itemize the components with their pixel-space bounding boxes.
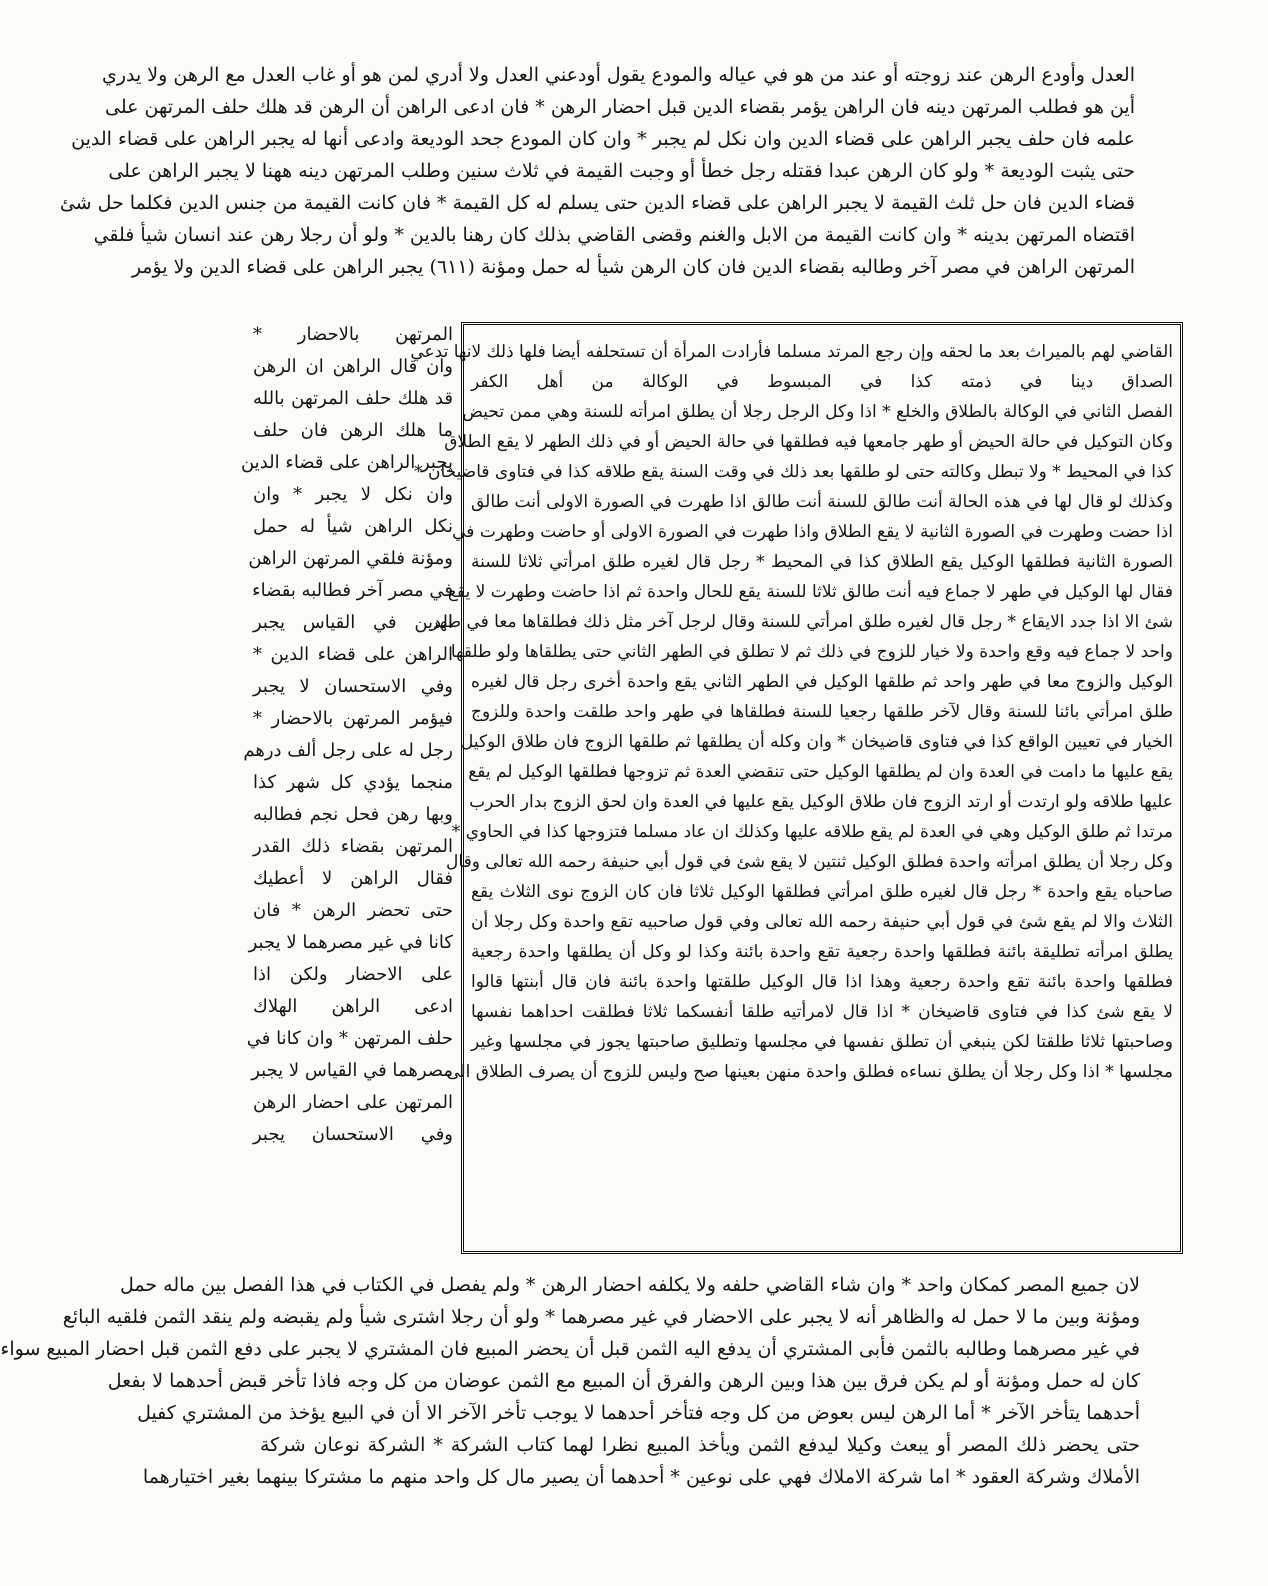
- body-line: العدل وأودع الرهن عند زوجته أو عند من هو في عياله والمودع يقول أودعني العدل ولا أدري لمن هو أو غاب العدل مع الرهن ولا يدري: [101, 64, 1135, 86]
- body-line: ومؤنة وبين ما لا حمل له والظاهر أنه لا يجبر على الاحضار في غير مصرهما * ولو أن رجلا اشترى شيأ ولم يقبضه ولم ينقد الثمن فلقيه البائع: [62, 1306, 1140, 1328]
- side-line: ادعى الراهن الهلاك: [253, 996, 453, 1017]
- body-line: قضاء الدين فان حل ثلث القيمة لا يجبر الراهن على قضاء الدين حتى يسلم له كل القيمة * فان كانت القيمة من جنس الدين فكلما حل شئ: [59, 192, 1135, 214]
- commentary-line: طلق امرأتي بائنا للسنة وقال لآخر طلقها رجعيا للسنة فطلقاها في طهر واحد طلقت واحدة وللزوج: [471, 702, 1173, 722]
- commentary-line: لا يقع شئ كذا في فتاوى قاضيخان * اذا قال لامرأتيه طلقا أنفسكما ثلاثا فطلقت احداهما نفسها: [471, 1002, 1173, 1022]
- commentary-line: واحد لا جماع فيه وقع واحدة ولا خيار للزوج في ذلك ثم لا تطلق في الطهر الثاني حتى يطلقاها ولو طلقها: [450, 642, 1173, 662]
- body-line: حتى يحضر ذلك المصر أو يبعث وكيلا ليدفع الثمن ويأخذ المبيع نظرا لهما كتاب الشركة * الشركة نوعان شركة: [260, 1434, 1140, 1456]
- side-line: فيؤمر المرتهن بالاحضار *: [253, 708, 453, 729]
- side-line: وان قال الراهن ان الرهن: [253, 356, 453, 377]
- commentary-line: الصداق دينا في ذمته كذا في المبسوط في الوكالة من أهل الكفر: [471, 372, 1173, 392]
- side-line: حتى تحضر الرهن * فان: [253, 900, 453, 921]
- body-line: أحدهما يتأخر الآخر * أما الرهن ليس بعوض من كل وجه فتأخر أحدهما لا يوجب تأخر الآخر الا أن في البيع يؤخذ من المشتري كفيل: [137, 1402, 1140, 1424]
- side-line: قد هلك حلف المرتهن بالله: [253, 388, 453, 409]
- side-line: المرتهن بقضاء ذلك القدر: [253, 836, 453, 857]
- body-line: لان جميع المصر كمكان واحد * وان شاء القاضي حلفه ولا يكلفه احضار الرهن * ولم يفصل في الكتاب في هذا الفصل بين ماله حمل: [119, 1274, 1140, 1296]
- commentary-line: فطلقها واحدة بائنة تقع واحدة رجعية وهذا اذا قال الوكيل طلقتها واحدة بائنة فان قال أبنتها قالوا: [471, 972, 1173, 992]
- side-line: فقال الراهن لا أعطيك: [253, 868, 453, 889]
- body-line: علمه فان حلف يجبر الراهن على قضاء الدين وان نكل لم يجبر * وان كان المودع جحد الوديعة وادعى أنها له يجبر الراهن على قضاء الدين: [71, 128, 1135, 150]
- commentary-line: الثلاث والا لم يقع شئ في قول أبي حنيفة رحمه الله تعالى وفي قول صاحبيه تقع واحدة وكل رجلا أن: [471, 912, 1173, 932]
- side-line: كانا في غير مصرهما لا يجبر: [248, 932, 453, 953]
- commentary-line: مرتدا ثم طلق الوكيل وهي في العدة لم يقع طلاقه عليها وكذلك ان عاد مسلما فتزوجها كذا في الحاوي *: [451, 822, 1173, 842]
- side-line: المرتهن على احضار الرهن: [253, 1092, 453, 1113]
- commentary-line: وكذلك لو قال لها في هذه الحالة أنت طالق للسنة أنت طالق اذا طهرت في الصورة الاولى أنت طالق: [471, 492, 1173, 512]
- commentary-line: كذا في المحيط * ولا تبطل وكالته حتى لو طلقها بعد ذلك في وقت السنة يقع طلاقه كذا في فتاوى قاضيخان *: [414, 462, 1173, 482]
- commentary-line: الفصل الثاني في الوكالة بالطلاق والخلع * اذا وكل الرجل رجلا أن يطلق امرأته للسنة وهي ممن تحيض: [462, 402, 1173, 422]
- side-line: يجبر الراهن على قضاء الدين: [240, 452, 453, 473]
- commentary-line: وصاحبتها ثلاثا طلقتا لكن ينبغي أن تطلق نفسها في مجلسها وتطليق صاحبتها يجوز في مجلسها وغير: [471, 1032, 1173, 1052]
- commentary-line: يقع عليها ما دامت في العدة وان لم يطلقها الوكيل حتى تنقضي العدة ثم تزوجها فطلقها الوكيل لم يقع: [468, 762, 1173, 782]
- side-line: وفي الاستحسان لا يجبر: [253, 676, 453, 697]
- side-line: وبها رهن فحل نجم فطالبه: [253, 804, 453, 825]
- commentary-line: شئ الا اذا جدد الايقاع * رجل قال لغيره طلق امرأتي للسنة وقال لرجل آخر مثل ذلك فطلقاها معا في طهر: [430, 612, 1173, 632]
- commentary-line: وكان التوكيل في حالة الحيض أو طهر جامعها فيه فطلقها في حالة الحيض أو في ذلك الطهر لا يقع الطلاق: [444, 432, 1173, 452]
- side-line: ومؤنة فلقي المرتهن الراهن: [248, 548, 453, 569]
- side-line: الراهن على قضاء الدين *: [253, 644, 453, 665]
- body-line: اقتضاه المرتهن بدينه * وان كانت القيمة من الابل والغنم وقضى القاضي بذلك كان رهنا بالدين * ولو أن رجلا رهن عند انسان شيأ فلقي: [93, 224, 1135, 246]
- commentary-line: عليها طلاقه ولو ارتدت أو ارتد الزوج فان طلاق الوكيل يقع عليها في العدة وان لحق الزوج بدار الحرب: [469, 792, 1173, 812]
- side-line: الدين في القياس يجبر: [253, 612, 453, 633]
- side-line: المرتهن بالاحضار *: [253, 324, 453, 345]
- side-line: على الاحضار ولكن اذا: [253, 964, 453, 985]
- commentary-line: الصورة الثانية فطلقها الوكيل يقع الطلاق كذا في المحيط * رجل قال لغيره طلق امرأتي ثلاثا للسنة: [471, 552, 1173, 572]
- commentary-line: فقال لها الوكيل في طهر لا جماع فيه أنت طالق ثلاثا للسنة يقع للحال واحدة ثم اذا حاضت وطهرت لا يقع: [447, 582, 1173, 602]
- side-line: مصرهما في القياس لا يجبر: [251, 1060, 453, 1081]
- commentary-line: اذا حضت وطهرت في الصورة الثانية لا يقع الطلاق واذا طهرت في الصورة الاولى أو حاضت وطهرت في: [452, 522, 1173, 542]
- side-line: ما هلك الرهن فان حلف: [253, 420, 453, 441]
- side-line: حلف المرتهن * وان كانا في: [246, 1028, 453, 1049]
- commentary-line: الخيار في تعيين الواقع كذا في فتاوى قاضيخان * وان وكله أن يطلقها ثم طلقها الزوج فان طلاق الوكيل: [461, 732, 1173, 752]
- side-line: منجما يؤدي كل شهر كذا: [253, 772, 453, 793]
- body-line: في غير مصرهما وطالبه بالثمن فأبى المشتري أن يدفع اليه الثمن قبل أن يحضر المبيع فان المشتري لا يجبر على دفع الثمن قبل احضار المبيع سواء: [0, 1338, 1140, 1360]
- body-line: المرتهن الراهن في مصر آخر وطالبه بقضاء الدين فان كان الرهن شيأ له حمل ومؤنة (٦١١) يجبر الراهن على قضاء الدين ولا يؤمر: [131, 256, 1135, 278]
- body-line: أين هو فطلب المرتهن دينه فان الراهن يؤمر بقضاء الدين قبل احضار الرهن * فان ادعى الراهن أن الرهن قد هلك حلف المرتهن على: [104, 96, 1135, 118]
- commentary-line: الوكيل والزوج معا في طهر واحد ثم طلقها الوكيل في الطهر الثاني يقع واحدة أخرى رجل قال لغيره: [471, 672, 1173, 692]
- body-line: حتى يثبت الوديعة * ولو كان الرهن عبدا فقتله رجل خطأ أو وجبت القيمة في ثلاث سنين وطلب المرتهن دينه ههنا لا يجبر الراهن على: [108, 160, 1135, 182]
- commentary-line: القاضي لهم بالميراث بعد ما لحقه وإن رجع المرتد مسلما فأرادت المرأة أن تستحلفه أيضا فلها ذلك لانها تدعي: [410, 342, 1173, 362]
- commentary-line: مجلسها * اذا وكل رجلا أن يطلق نساءه فطلق واحدة منهن بعينها صح وليس للزوج أن يصرف الطلاق الى: [446, 1062, 1173, 1082]
- commentary-line: يطلق امرأته تطليقة بائنة فطلقها واحدة رجعية تقع واحدة بائنة وكذا لو وكل أن يطلقها واحدة رجعية: [471, 942, 1173, 962]
- commentary-line: صاحباه يقع واحدة * رجل قال لغيره طلق امرأتي فطلقها الوكيل ثلاثا فان كان الزوج نوى الثلاث يقع: [471, 882, 1173, 902]
- commentary-line: وكل رجلا أن يطلق امرأته واحدة فطلق الوكيل ثنتين لا يقع شئ في قول أبي حنيفة رحمه الله تعالى وقال: [446, 852, 1173, 872]
- side-line: في مصر آخر فطالبه بقضاء: [252, 580, 453, 601]
- side-line: رجل له على رجل ألف درهم: [243, 740, 453, 761]
- body-line: الأملاك وشركة العقود * اما شركة الاملاك فهي على نوعين * أحدهما أن يصير مال كل واحد منهم ما مشتركا بينهما بغير اختيارهما: [142, 1466, 1140, 1488]
- side-line: وان نكل لا يجبر * وان: [253, 484, 453, 505]
- body-line: كان له حمل ومؤنة أو لم يكن فرق بين هذا وبين الرهن والفرق أن المبيع مع الثمن عوضان من كل وجه فاذا تأخر قبض أحدهما لا بفعل: [107, 1370, 1140, 1392]
- side-line: وفي الاستحسان يجبر: [253, 1124, 453, 1145]
- side-line: نكل الراهن شيأ له حمل: [253, 516, 453, 537]
